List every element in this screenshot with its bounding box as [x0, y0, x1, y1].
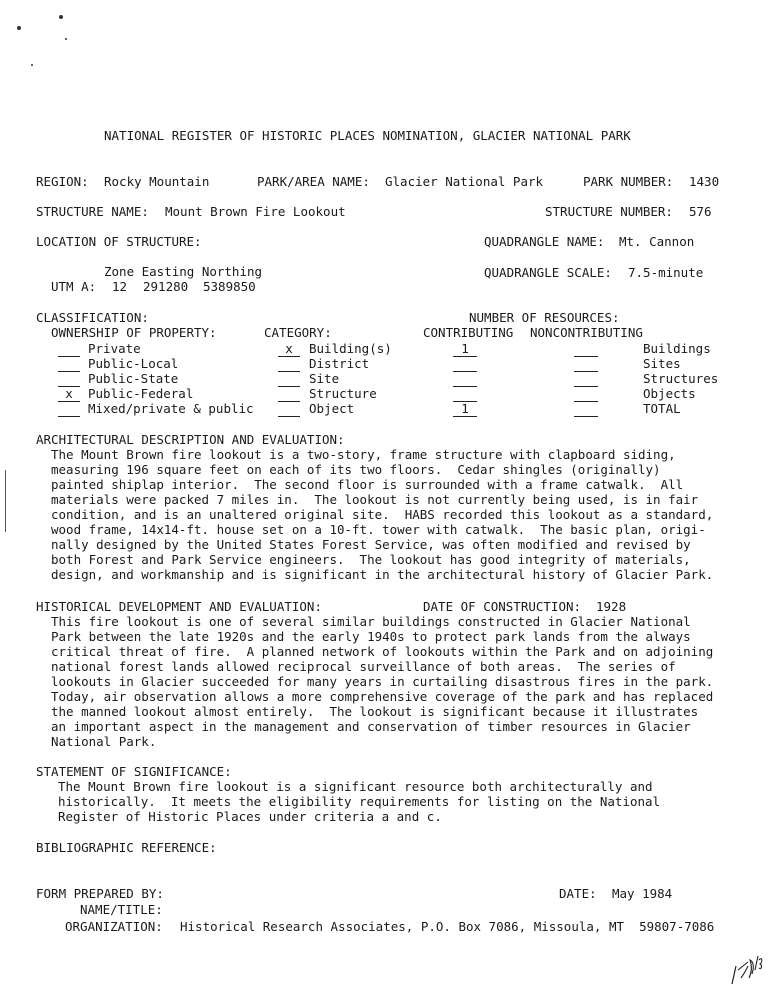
quadrangle-name-label: QUADRANGLE NAME: [484, 234, 605, 249]
resource-label-total: TOTAL [643, 401, 681, 416]
utm-northing: 5389850 [203, 279, 256, 294]
organization-label: ORGANIZATION: [65, 919, 163, 934]
classification-label: CLASSIFICATION: [36, 310, 149, 325]
text-line: the manned lookout almost entirely. The lookout is significant because it illustrates [51, 704, 699, 719]
text-line: critical threat of fire. A planned network of lookouts within the Park and on adjoining [51, 644, 714, 659]
region-label: REGION: [36, 174, 89, 189]
construction-date-value: 1928 [596, 599, 627, 614]
noncontributing-count-total[interactable] [574, 401, 598, 417]
text-line: Register of Historic Places under criteria a and c. [58, 809, 442, 824]
noncontributing-count-buildings[interactable] [574, 341, 598, 357]
category-label-building: Building(s) [309, 341, 392, 356]
scan-line [5, 470, 6, 532]
text-line: both Forest and Park Service engineers. The lookout has good integrity of materials, [51, 552, 691, 567]
category-checkbox-object[interactable] [278, 401, 300, 417]
resource-label-objects: Objects [643, 386, 696, 401]
historical-text [51, 614, 731, 749]
text-line: The Mount Brown fire lookout is a significant resource both architecturally and [58, 779, 653, 794]
text-line: Today, air observation allows a more comprehensive coverage of the park and has replaced [51, 689, 714, 704]
ownership-label-public-local: Public-Local [88, 356, 179, 371]
category-label-district: District [309, 356, 370, 371]
bibliographic-heading: BIBLIOGRAPHIC REFERENCE: [36, 840, 217, 855]
contributing-count-buildings[interactable]: 1 [453, 341, 477, 357]
category-checkbox-site[interactable] [278, 371, 300, 387]
category-checkbox-district[interactable] [278, 356, 300, 372]
ownership-label: OWNERSHIP OF PROPERTY: [51, 325, 217, 340]
form-date-value: May 1984 [612, 886, 673, 901]
noncontributing-count-structures[interactable] [574, 371, 598, 387]
significance-text [58, 779, 738, 824]
text-line: historically. It meets the eligibility requirements for listing on the National [58, 794, 661, 809]
noncontributing-count-sites[interactable] [574, 356, 598, 372]
text-line: condition, and is an unaltered original site. HABS recorded this lookout as a standard, [51, 507, 714, 522]
scan-speck [17, 26, 21, 30]
category-checkbox-structure[interactable] [278, 386, 300, 402]
architectural-heading: ARCHITECTURAL DESCRIPTION AND EVALUATION: [36, 432, 345, 447]
text-line: an important aspect in the management and conservation of timber resources in Glacier [51, 719, 691, 734]
text-line: design, and workmanship and is significant in the architectural history of Glacier Park. [51, 567, 714, 582]
ownership-checkbox-public-state[interactable] [58, 371, 80, 387]
utm-label: UTM A: [51, 279, 97, 294]
text-line: The Mount Brown fire lookout is a two-story, frame structure with clapboard siding, [51, 447, 676, 462]
text-line: national forest lands allowed reciprocal surveillance of both areas. The series of [51, 659, 676, 674]
construction-date-label: DATE OF CONSTRUCTION: [423, 599, 582, 614]
ownership-checkbox-public-federal[interactable]: x [58, 386, 80, 402]
scan-speck [59, 15, 63, 19]
ownership-checkbox-private[interactable] [58, 341, 80, 357]
contributing-count-total[interactable]: 1 [453, 401, 477, 417]
contributing-count-structures[interactable] [453, 371, 477, 387]
scan-speck [31, 64, 33, 66]
text-line: This fire lookout is one of several similar buildings constructed in Glacier National [51, 614, 691, 629]
noncontributing-label: NONCONTRIBUTING [530, 325, 643, 340]
park-number-value: 1430 [689, 174, 720, 189]
text-line: wood frame, 14x14-ft. house set on a 10-ft. tower with catwalk. The basic plan, origi- [51, 522, 706, 537]
quadrangle-scale-value: 7.5-minute [628, 265, 704, 280]
historical-heading: HISTORICAL DEVELOPMENT AND EVALUATION: [36, 599, 322, 614]
ownership-label-public-federal: Public-Federal [88, 386, 194, 401]
page-title: NATIONAL REGISTER OF HISTORIC PLACES NOMINATION, GLACIER NATIONAL PARK [104, 128, 631, 143]
ownership-checkbox-public-local[interactable] [58, 356, 80, 372]
resources-label: NUMBER OF RESOURCES: [469, 310, 620, 325]
structure-number-label: STRUCTURE NUMBER: [545, 204, 673, 219]
structure-number-value: 576 [689, 204, 712, 219]
form-date-label: DATE: [559, 886, 597, 901]
text-line: National Park. [51, 734, 157, 749]
resource-label-buildings: Buildings [643, 341, 711, 356]
text-line: painted shiplap interior. The second floor is surrounded with a frame catwalk. All [51, 477, 684, 492]
category-label-object: Object [309, 401, 355, 416]
contributing-count-objects[interactable] [453, 386, 477, 402]
resource-label-sites: Sites [643, 356, 681, 371]
ownership-label-public-state: Public-State [88, 371, 179, 386]
contributing-count-sites[interactable] [453, 356, 477, 372]
quadrangle-name-value: Mt. Cannon [619, 234, 695, 249]
utm-zone: 12 [112, 279, 128, 294]
structure-name-value: Mount Brown Fire Lookout [165, 204, 346, 219]
category-label: CATEGORY: [264, 325, 332, 340]
ownership-label-mixed: Mixed/private & public [88, 401, 254, 416]
park-area-value: Glacier National Park [385, 174, 544, 189]
architectural-text [51, 447, 731, 582]
quadrangle-scale-label: QUADRANGLE SCALE: [484, 265, 612, 280]
form-prepared-label: FORM PREPARED BY: [36, 886, 164, 901]
category-checkbox-building[interactable]: x [278, 341, 300, 357]
significance-heading: STATEMENT OF SIGNIFICANCE: [36, 764, 232, 779]
region-value: Rocky Mountain [104, 174, 210, 189]
text-line: materials were packed 7 miles in. The lookout is not currently being used, is in fair [51, 492, 699, 507]
contributing-label: CONTRIBUTING [423, 325, 514, 340]
location-label: LOCATION OF STRUCTURE: [36, 234, 202, 249]
utm-easting: 291280 [143, 279, 189, 294]
utm-header: Zone Easting Northing [104, 264, 263, 279]
category-label-structure: Structure [309, 386, 377, 401]
name-title-label: NAME/TITLE: [80, 902, 163, 917]
organization-value: Historical Research Associates, P.O. Box 7086, Missoula, MT 59807-7086 [180, 919, 715, 934]
park-number-label: PARK NUMBER: [583, 174, 674, 189]
park-area-label: PARK/AREA NAME: [257, 174, 370, 189]
text-line: Park between the late 1920s and the early 1940s to protect park lands from the always [51, 629, 691, 644]
text-line: lookouts in Glacier succeeded for many years in curtailing disastrous fires in the park. [51, 674, 714, 689]
handwritten-note [728, 948, 766, 988]
scan-speck [65, 38, 67, 40]
ownership-checkbox-mixed[interactable] [58, 401, 80, 417]
text-line: measuring 196 square feet on each of its two floors. Cedar shingles (originally) [51, 462, 661, 477]
category-label-site: Site [309, 371, 340, 386]
structure-name-label: STRUCTURE NAME: [36, 204, 149, 219]
resource-label-structures: Structures [643, 371, 719, 386]
ownership-label-private: Private [88, 341, 141, 356]
noncontributing-count-objects[interactable] [574, 386, 598, 402]
text-line: nally designed by the United States Forest Service, was often modified and revised by [51, 537, 691, 552]
